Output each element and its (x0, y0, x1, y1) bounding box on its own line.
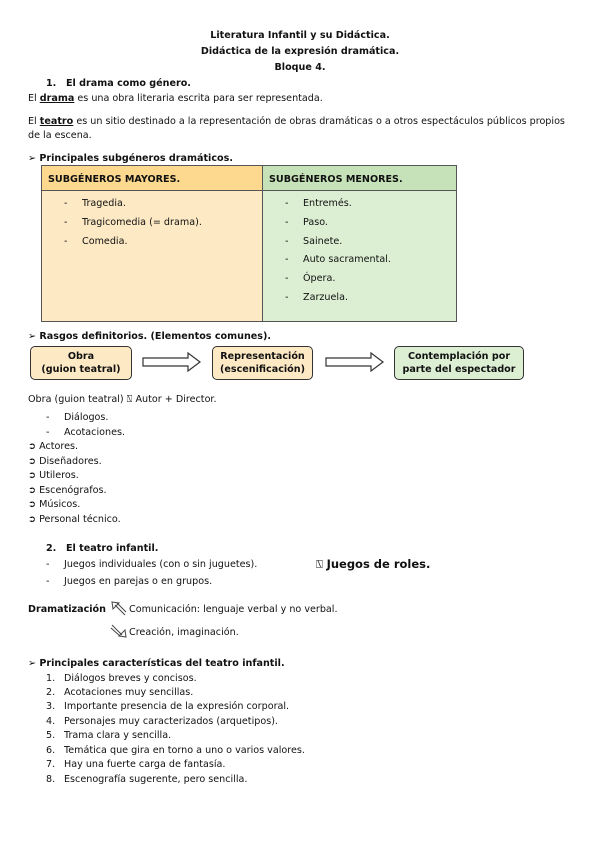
drama-post: es una obra literaria escrita para ser representada. (74, 93, 323, 104)
obra-item: ➲ Escenógrafos. (28, 485, 107, 496)
obra-item: ➲ Personal técnico. (28, 514, 121, 525)
drama-definition (28, 93, 323, 104)
list-item: - Sainete. (285, 235, 343, 247)
doc-title-line1: Literatura Infantil y su Didáctica. (210, 30, 390, 41)
subgeneros-table (41, 165, 457, 322)
obra-item: ➲ Actores. (28, 441, 79, 452)
dramatizacion-line1: Comunicación: lenguaje verbal y no verbal. (129, 604, 338, 615)
subgeneros-heading: ➢ Principales subgéneros dramáticos. (28, 153, 233, 164)
list-number: 5. (46, 730, 56, 741)
list-number: 6. (46, 745, 56, 756)
caracteristicas-heading: ➢ Principales características del teatro infantil. (28, 658, 285, 669)
box-rep-line2: (escenificación) (220, 364, 305, 375)
dramatizacion-label: Dramatización (28, 604, 106, 615)
obra-line: Obra (guion teatral) ⍂ Autor + Director. (28, 394, 217, 405)
dash: - (46, 427, 50, 438)
box-rep-line1: Representación (220, 351, 305, 362)
teatro-word: teatro (39, 116, 74, 127)
dash: - (46, 576, 50, 587)
flow-arrow-1-icon (142, 352, 202, 372)
list-item: Personajes muy caracterizados (arquetipos). (64, 716, 278, 727)
section1-heading: El drama como género. (66, 78, 191, 89)
rasgos-heading: ➢ Rasgos definitorios. (Elementos comunes). (28, 331, 272, 342)
list-item: Diálogos breves y concisos. (64, 673, 197, 684)
doc-title-line3: Bloque 4. (274, 62, 326, 73)
arrow-down-right-icon (110, 623, 128, 639)
box-cont-line2: parte del espectador (402, 364, 516, 375)
list-item: Trama clara y sencilla. (64, 730, 172, 741)
roles-line (316, 557, 430, 572)
section2-item2: Juegos en parejas o en grupos. (64, 576, 213, 587)
major-header-cell (42, 166, 263, 191)
list-item: Temática que gira en torno a uno o varios valores. (64, 745, 305, 756)
drama-pre: El (28, 93, 40, 104)
doc-title-line2: Didáctica de la expresión dramática. (200, 46, 400, 57)
list-number: 8. (46, 774, 56, 785)
minor-header-cell (263, 166, 457, 191)
dash: - (46, 559, 50, 570)
box-cont-line1: Contemplación por (407, 351, 511, 362)
list-item: - Entremés. (285, 198, 352, 209)
section2-number: 2. (46, 543, 57, 554)
list-number: 1. (46, 673, 56, 684)
obra-item: ➲ Músicos. (28, 499, 81, 510)
box-obra-line2: (guion teatral) (41, 364, 121, 375)
obra-item: ➲ Diseñadores. (28, 456, 102, 467)
major-list-cell (42, 191, 263, 322)
minor-list-cell (263, 191, 457, 322)
section2-heading: El teatro infantil. (66, 543, 159, 554)
teatro-definition (28, 116, 565, 127)
flow-box-representacion (212, 346, 313, 380)
flow-arrow-2-icon (325, 352, 385, 372)
arrow-up-left-icon (110, 600, 128, 616)
list-item: - Tragicomedia (= drama). (64, 216, 202, 228)
obra-item: ➲ Utileros. (28, 470, 79, 481)
flow-box-contemplacion (394, 346, 524, 380)
list-number: 2. (46, 687, 56, 698)
dash: - (46, 412, 50, 423)
obra-sub-item: Acotaciones. (64, 427, 126, 438)
major-header: SUBGÉNEROS MAYORES. (48, 174, 181, 185)
list-number: 4. (46, 716, 56, 727)
teatro-post: es un sitio destinado a la representación de obras dramáticas o a otros espectáculos públicos propios (73, 116, 565, 127)
teatro-pre: El (28, 116, 40, 127)
list-item: Escenografía sugerente, pero sencilla. (64, 774, 248, 785)
list-item: Hay una fuerte carga de fantasía. (64, 759, 226, 770)
minor-header: SUBGÉNEROS MENORES. (269, 174, 403, 185)
roles-text: Juegos de roles. (326, 557, 431, 571)
section1-number: 1. (46, 78, 57, 89)
list-item: - Ópera. (285, 273, 336, 285)
list-item: - Tragedia. (64, 198, 126, 209)
list-item: - Paso. (285, 216, 328, 228)
dramatizacion-line2: Creación, imaginación. (129, 627, 239, 638)
box-obra-line1: Obra (67, 351, 95, 362)
list-item: - Zarzuela. (285, 291, 349, 303)
list-item: - Comedia. (64, 235, 128, 247)
obra-sub-item: Diálogos. (64, 412, 109, 423)
list-item: Acotaciones muy sencillas. (64, 687, 194, 698)
drama-word: drama (39, 93, 75, 104)
list-item: - Auto sacramental. (285, 254, 391, 266)
list-item: Importante presencia de la expresión corporal. (64, 701, 290, 712)
flow-box-obra (30, 346, 132, 380)
roles-arrow-icon: ⍂ (316, 557, 323, 571)
teatro-definition-cont: de la escena. (28, 130, 92, 141)
list-number: 7. (46, 759, 56, 770)
list-number: 3. (46, 701, 56, 712)
section2-item1: Juegos individuales (con o sin juguetes). (64, 559, 258, 570)
